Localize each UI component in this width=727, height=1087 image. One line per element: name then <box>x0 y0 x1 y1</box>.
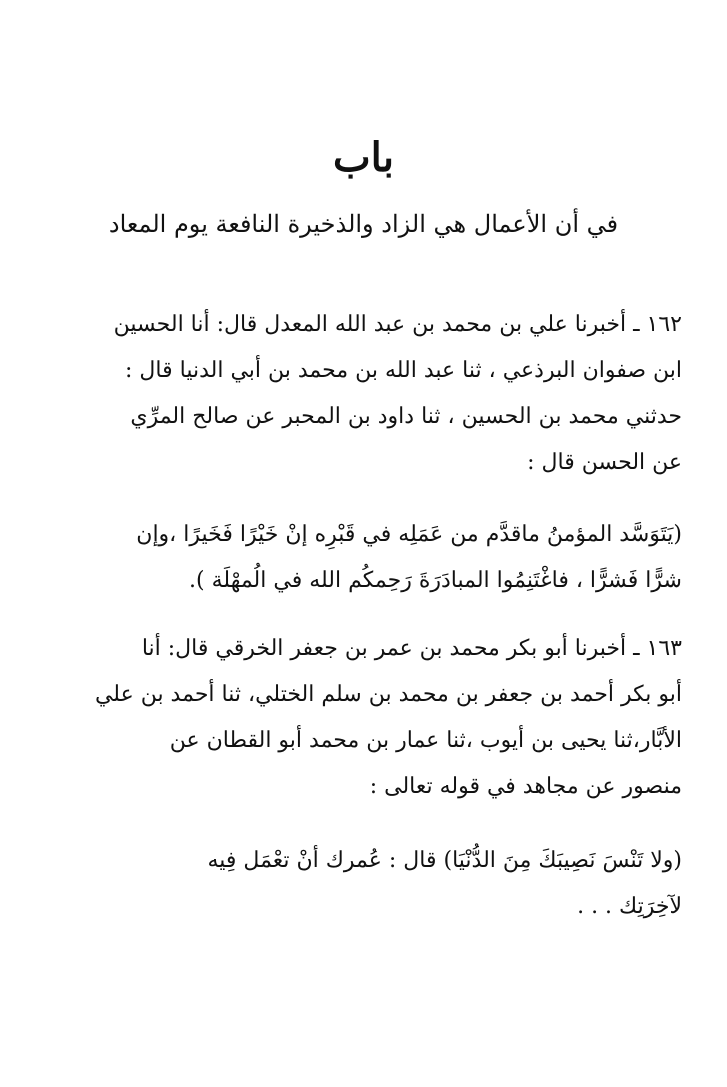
hadith-163-chain <box>42 626 682 810</box>
chapter-heading: باب <box>333 134 394 181</box>
text-line: حدثني محمد بن الحسين ، ثنا داود بن المحبر عن صالح المرِّي <box>130 404 682 429</box>
hadith-162-chain <box>42 302 682 486</box>
chapter-subheading: في أن الأعمال هي الزاد والذخيرة النافعة يوم المعاد <box>108 210 619 238</box>
text-line: الأبَّار،ثنا يحيى بن أيوب ،ثنا عمار بن محمد أبو القطان عن <box>169 728 682 753</box>
quote-line: (يَتَوَسَّد المؤمنُ ماقدَّم من عَمَلِه في قَبْرِه إنْ خَيْرًا فَخَيرًا ،وإن <box>136 522 682 547</box>
quote-line: شرًّا فَشرًّا ، فاغْتَنِمُوا المبادَرَةَ رَحِمكُم الله في الُمهْلَة ). <box>189 568 682 593</box>
text-line: ١٦٢ ـ أخبرنا علي بن محمد بن عبد الله المعدل قال: أنا الحسين <box>113 312 682 337</box>
hadith-162-quote <box>42 512 682 604</box>
hadith-163-quote <box>42 838 682 930</box>
quote-line: لآخِرَتِك . . . <box>577 894 682 919</box>
text-line: ابن صفوان البرذعي ، ثنا عبد الله بن محمد بن أبي الدنيا قال : <box>125 358 682 383</box>
text-line: منصور عن مجاهد في قوله تعالى : <box>369 774 682 799</box>
text-line: ١٦٣ ـ أخبرنا أبو بكر محمد بن عمر بن جعفر الخرقي قال: أنا <box>141 636 682 661</box>
text-line: أبو بكر أحمد بن جعفر بن محمد بن سلم الختلي، ثنا أحمد بن علي <box>94 682 682 707</box>
quote-line: (ولا تَنْسَ نَصِيبَكَ مِنَ الدُّنْيَا) قال : عُمرك أنْ تعْمَل فِيه <box>207 848 682 873</box>
text-line: عن الحسن قال : <box>527 450 682 475</box>
